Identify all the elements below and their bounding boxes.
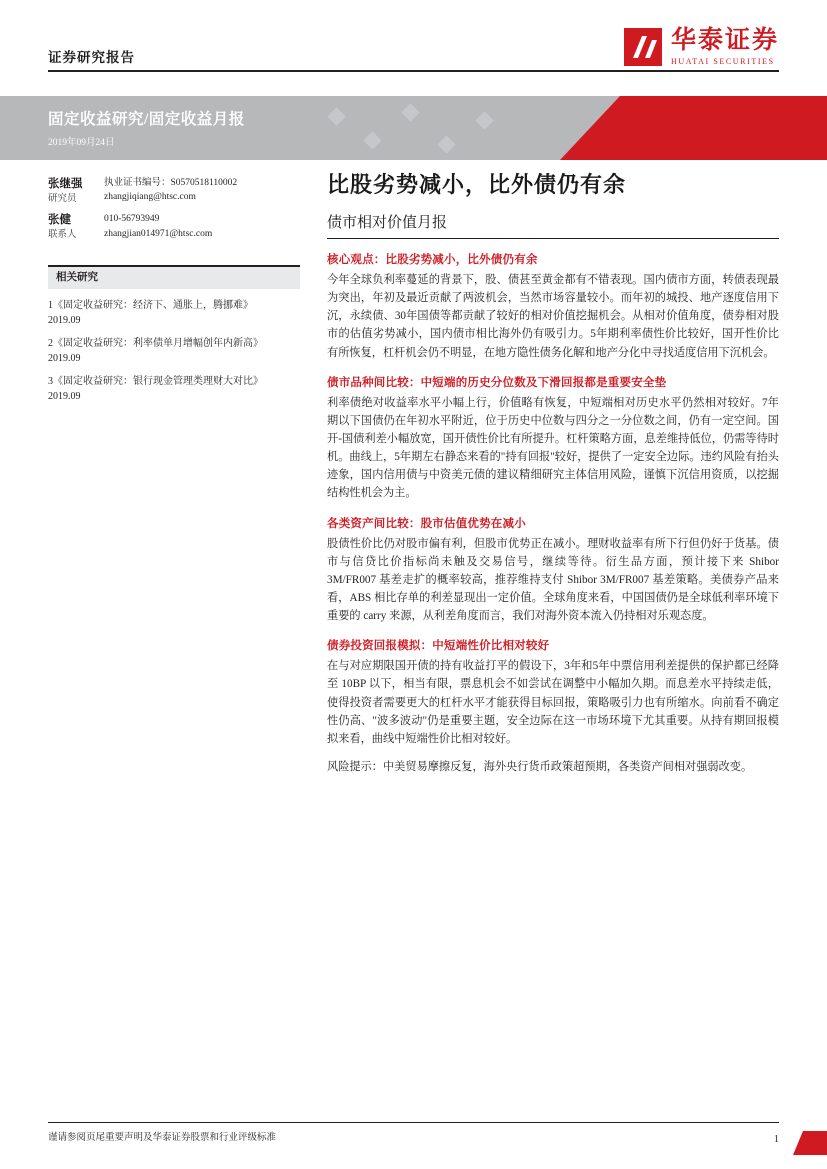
author-contact xyxy=(104,176,237,206)
footer-red-tab xyxy=(793,1131,827,1155)
related-date: 2019.09 xyxy=(48,315,81,327)
brand-logo xyxy=(624,28,779,66)
author-email[interactable]: zhangjian014971@htsc.com xyxy=(104,228,213,239)
section-heading: 核心观点：比股劣势减小，比外债仍有余 xyxy=(327,254,538,266)
footer-divider xyxy=(48,1122,779,1123)
logo-text-cn: 华泰证券 xyxy=(670,27,779,55)
related-research-heading: 相关研究 xyxy=(48,265,300,289)
author-entry xyxy=(48,176,300,206)
list-item[interactable] xyxy=(48,374,300,405)
author-name-group xyxy=(48,212,104,242)
left-sidebar xyxy=(48,172,300,412)
author-entry xyxy=(48,212,300,242)
report-type-label: 证券研究报告 xyxy=(48,50,135,65)
author-name: 张继强 xyxy=(48,178,83,190)
header-divider xyxy=(48,70,779,72)
related-research-list xyxy=(48,298,300,405)
author-contact xyxy=(104,212,212,242)
author-block xyxy=(48,172,300,243)
title-band xyxy=(0,96,827,160)
related-title: 1《固定收益研究：经济下、通胀上，腾挪难》 xyxy=(48,299,253,311)
related-date: 2019.09 xyxy=(48,391,81,403)
section-body: 股债性价比仍对股市偏有利，但股市优势正在减小。理财收益率有所下行但仍好于货基。债市与信贷比价指标尚未触及交易信号，继续等待。衍生品方面，预计接下来 Shibor 3M/FR007 基差走扩的概率较高，推荐维持支付 Shibor 3M/FR007 基差策略。美债券产品来看，ABS 相比存单的利差显现出一定价值。全球角度来看，中国国债仍是全球低利率环境下重要的 carry 来源，从利差角度而言，我们对海外资本流入仍持相对乐观态度。 xyxy=(327,537,779,623)
page-subtitle: 债市相对价值月报 xyxy=(327,211,779,239)
page-number: 1 xyxy=(774,1134,779,1145)
related-date: 2019.09 xyxy=(48,353,81,365)
page-header xyxy=(0,0,827,96)
author-license: 执业证书编号：S0570518110002 xyxy=(104,178,238,188)
section-heading: 债券投资回报模拟：中短端性价比相对较好 xyxy=(327,640,550,653)
page-title: 比股劣势减小，比外债仍有余 xyxy=(327,172,627,197)
section-heading: 各类资产间比较：股市估值优势在减小 xyxy=(327,517,526,530)
logo-text-en: HUATAI SECURITIES xyxy=(670,56,775,66)
author-role: 研究员 xyxy=(48,193,77,204)
main-content xyxy=(327,168,779,786)
author-name-group xyxy=(48,176,104,206)
section-body: 今年全球负利率蔓延的背景下，股、债甚至黄金都有不错表现。国内债市方面，转债表现最为突出，年初及最近贡献了两波机会，当然市场容量较小。而年初的城投、地产逐度信用下沉，永续债、30年国债等都贡献了较好的相对价值挖掘机会。从相对价值角度，债券相对股市的估值劣势减小，国内债市相比海外仍有吸引力。5年期利率债性价比较好，国开性价比有所恢复，杠杆机会仍不明显，在地方隐性债务化解和地产分化中寻找适度信用下沉机会。 xyxy=(327,274,779,359)
section-body: 利率债绝对收益率水平小幅上行，价值略有恢复，中短端相对历史水平仍然相对较好。7年期以下国债仍在年初水平附近，位于历史中位数与四分之一分位数之间，仍有一定空间。国开-国债利差小幅放宽，国开债性价比有所提升。杠杆策略方面，息差维持低位，仍需等待时机。曲线上，5年期左右静态来看的"持有回报"较好，提供了一定安全边际。违约风险有抬头迹象，国内信用债与中资美元债的建议精细研究主体信用风险，谨慎下沉信用资质，以挖掘结构性机会为主。 xyxy=(327,396,779,500)
band-title: 固定收益研究/固定收益月报 xyxy=(48,111,245,128)
huatai-logo-icon xyxy=(624,28,662,66)
risk-disclosure: 风险提示：中美贸易摩擦反复，海外央行货币政策超预期，各类资产间相对强弱改变。 xyxy=(327,760,753,773)
list-item[interactable] xyxy=(48,298,300,329)
author-email[interactable]: zhangjiqiang@htsc.com xyxy=(104,192,196,203)
list-item[interactable] xyxy=(48,336,300,367)
related-title: 2《固定收益研究：利率债单月增幅创年内新高》 xyxy=(48,337,263,349)
related-title: 3《固定收益研究：银行现金管理类理财大对比》 xyxy=(48,375,263,387)
band-date: 2019年09月24日 xyxy=(48,138,115,148)
author-phone: 010-56793949 xyxy=(104,214,160,225)
author-role: 联系人 xyxy=(48,230,77,241)
footer-disclaimer: 谨请参阅页尾重要声明及华泰证券股票和行业评级标准 xyxy=(48,1133,277,1143)
section-body: 在与对应期限国开债的持有收益打平的假设下，3年和5年中票信用利差提供的保护都已经降至 10BP 以下，相当有限，票息机会不如尝试在调整中小幅加久期。而息差水平持续走低，使得投资者需要更大的杠杆水平才能获得目标回报，策略吸引力也有所缩水。向前看不确定性仍高、"波多波动"仍是重要主题，安全边际在这一市场环境下尤其重要。从持有期回报模拟来看，曲线中短端性价比相对较好。 xyxy=(327,660,779,745)
section-heading: 债市品种间比较：中短端的历史分位数及下滑回报都是重要安全垫 xyxy=(327,376,667,389)
author-name: 张健 xyxy=(48,214,71,227)
